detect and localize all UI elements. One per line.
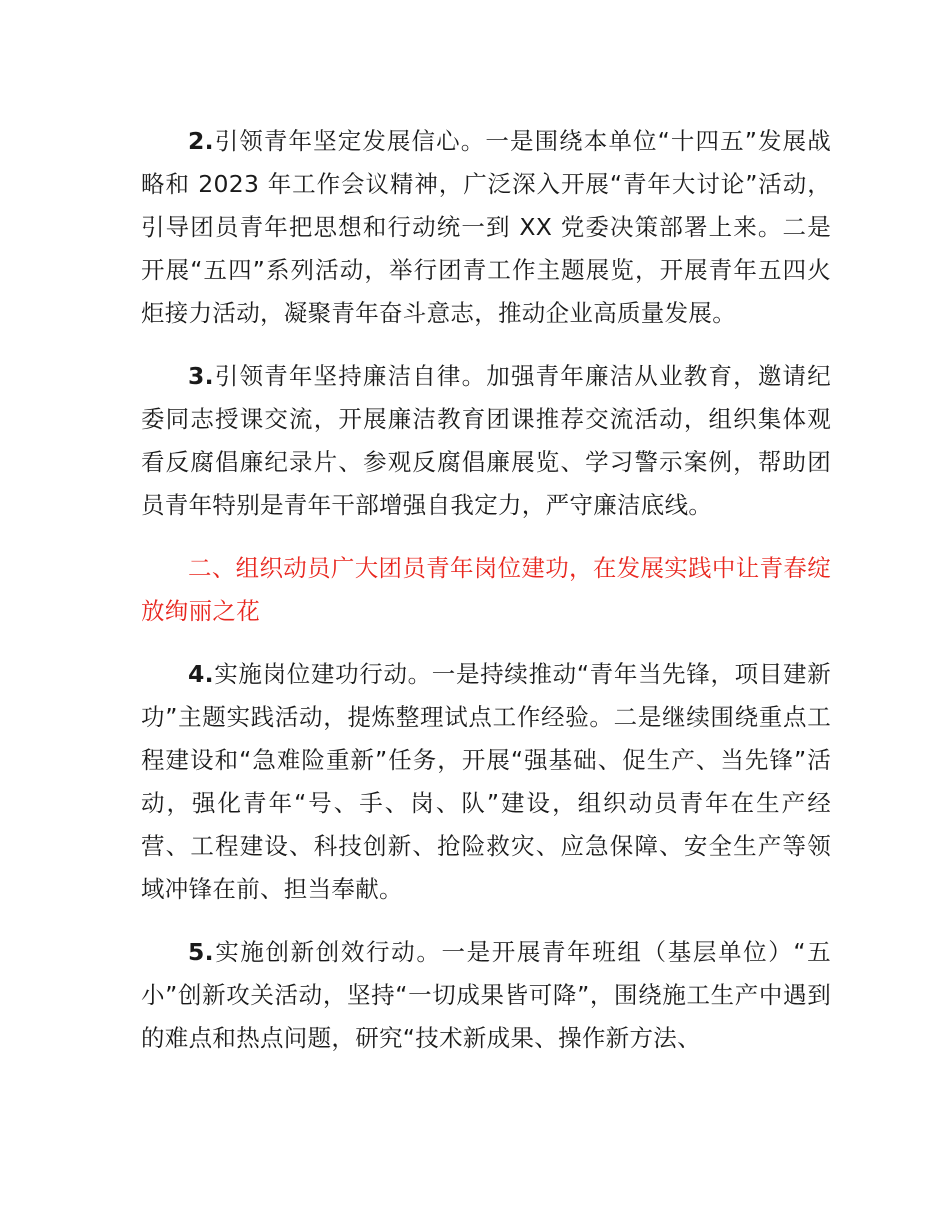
paragraph-text: 实施岗位建功行动。一是持续推动“青年当先锋，项目建新功”主题实践活动，提炼整理试点工作经验。二是继续围绕重点工程建设和“急难险重新”任务，开展“强基础、促生产、当先锋”活动，强化青年“号、手、岗、队”建设，组织动员青年在生产经营、工程建设、科技创新、抢险救灾、应急保障、安全生产等领域冲锋在前、担当奉献。 (141, 660, 831, 903)
item-number: 2. (188, 127, 214, 155)
paragraph-item-5 (141, 931, 831, 1060)
item-number: 4. (188, 660, 214, 688)
item-number: 5. (188, 938, 214, 966)
paragraph-text: 实施创新创效行动。一是开展青年班组（基层单位）“五小”创新攻关活动，坚持“一切成果皆可降”，围绕施工生产中遇到的难点和热点问题，研究“技术新成果、操作新方法、 (141, 938, 831, 1052)
paragraph-text: 引领青年坚定发展信心。一是围绕本单位“十四五”发展战略和 2023 年工作会议精神，广泛深入开展“青年大讨论”活动，引导团员青年把思想和行动统一到 XX 党委决策部署上来。二是开展“五四”系列活动，举行团青工作主题展览，开展青年五四火炬接力活动，凝聚青年奋斗意志，推动企业高质量发展。 (141, 127, 831, 327)
section-heading (141, 547, 831, 633)
document-page (141, 120, 831, 1060)
section-heading-text: 二、组织动员广大团员青年岗位建功，在发展实践中让青春绽放绚丽之花 (141, 554, 831, 625)
paragraph-item-2 (141, 120, 831, 335)
paragraph-text: 引领青年坚持廉洁自律。加强青年廉洁从业教育，邀请纪委同志授课交流，开展廉洁教育团课推荐交流活动，组织集体观看反腐倡廉纪录片、参观反腐倡廉展览、学习警示案例，帮助团员青年特别是青年干部增强自我定力，严守廉洁底线。 (141, 362, 831, 519)
paragraph-item-3 (141, 355, 831, 527)
item-number: 3. (188, 362, 214, 390)
paragraph-item-4 (141, 653, 831, 911)
